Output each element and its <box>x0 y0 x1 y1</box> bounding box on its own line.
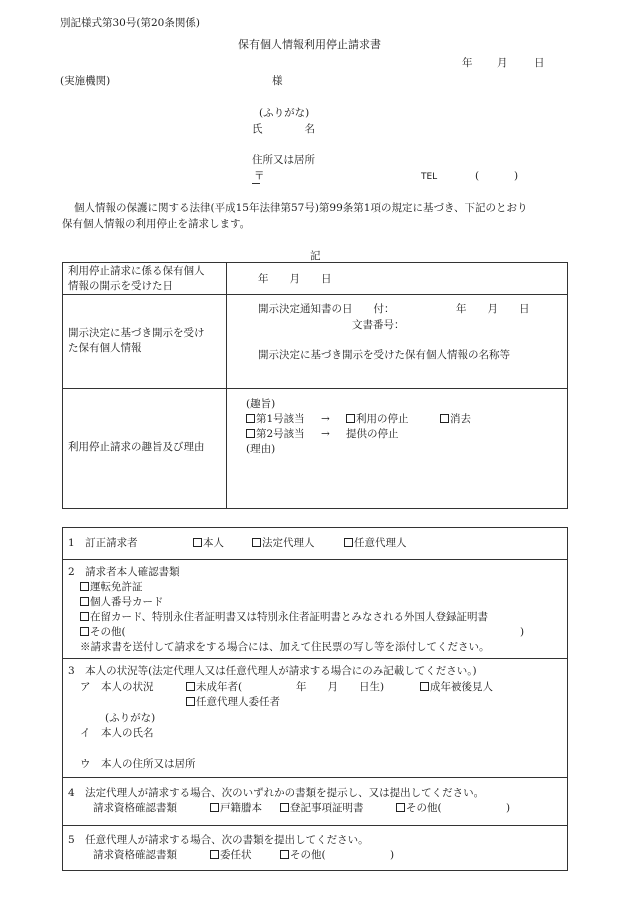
tel-open-paren: ( <box>475 170 480 182</box>
checkbox-square-icon[interactable] <box>346 414 355 423</box>
furigana-label: (ふりがな) <box>259 107 310 119</box>
checkbox-residence-card[interactable] <box>80 610 488 624</box>
checkbox-koseki[interactable] <box>210 801 262 815</box>
row2-label-line2: た保有個人情報 <box>68 342 142 354</box>
checkbox-square-icon[interactable] <box>246 414 255 423</box>
checkbox-square-icon[interactable] <box>246 429 255 438</box>
name-label: 氏 名 <box>252 123 315 135</box>
intro-line-2: 保有個人情報の利用停止を請求します。 <box>62 218 251 230</box>
checkbox-voluntary-agent[interactable] <box>344 536 407 550</box>
self-label: 本人 <box>203 537 224 549</box>
stop-provide-label: 提供の停止 <box>346 428 399 440</box>
row3-label: 利用停止請求の趣旨及び理由 <box>68 441 205 453</box>
principal-address-label: ウ 本人の住所又は居所 <box>80 758 196 770</box>
other-doc-label: その他( <box>90 626 126 638</box>
checkbox-square-icon[interactable] <box>252 538 261 547</box>
page-title: 保有個人情報利用停止請求書 <box>238 38 381 51</box>
checkbox-other-doc[interactable] <box>80 625 126 639</box>
checkbox-mynumber[interactable] <box>80 595 164 609</box>
minor-birthdate-label: 年 月 日生) <box>296 681 385 693</box>
address-label: 住所又は居所 <box>252 154 315 166</box>
checkbox-square-icon[interactable] <box>80 597 89 606</box>
checkbox-square-icon[interactable] <box>186 682 195 691</box>
checkbox-square-icon[interactable] <box>80 627 89 636</box>
legal-agent-label: 法定代理人 <box>262 537 315 549</box>
date-day-label: 日 <box>534 57 545 69</box>
koseki-label: 戸籍謄本 <box>220 802 262 814</box>
section3-title: 3 本人の状況等(法定代理人又は任意代理人が請求する場合にのみ記載してください。) <box>68 665 477 677</box>
arrow-icon: → <box>321 413 330 425</box>
notice-date-field[interactable]: 年 月 日 <box>456 303 530 315</box>
checkbox-square-icon[interactable] <box>420 682 429 691</box>
checkbox-square-icon[interactable] <box>280 803 289 812</box>
section1-title: 1 訂正請求者 <box>68 537 138 549</box>
checkbox-square-icon[interactable] <box>210 803 219 812</box>
s5-other-label: その他( <box>290 849 326 861</box>
intro-line-1: 個人情報の保護に関する法律(平成15年法律第57号)第99条第1項の規定に基づき、下記のとおり <box>74 202 528 214</box>
s4-other-label: その他( <box>406 802 442 814</box>
checkbox-square-icon[interactable] <box>186 697 195 706</box>
checkbox-erase[interactable] <box>440 412 471 426</box>
info-name-label: 開示決定に基づき開示を受けた保有個人情報の名称等 <box>258 349 510 361</box>
date-month-label: 月 <box>497 57 508 69</box>
checkbox-self[interactable] <box>193 536 224 550</box>
checkbox-square-icon[interactable] <box>193 538 202 547</box>
checkbox-square-icon[interactable] <box>344 538 353 547</box>
registry-label: 登記事項証明書 <box>290 802 364 814</box>
principal-furigana-label: (ふりがな) <box>105 712 156 724</box>
stop-use-label: 利用の停止 <box>356 413 409 425</box>
section5-title: 5 任意代理人が請求する場合、次の書類を提出してください。 <box>68 834 369 846</box>
s4-other-close: ) <box>506 802 511 814</box>
license-label: 運転免許証 <box>90 581 143 593</box>
checkbox-adult-ward[interactable] <box>420 680 493 694</box>
row1-label-line1: 利用停止請求に係る保有個人 <box>68 265 205 277</box>
section4-title: 4 法定代理人が請求する場合、次のいずれかの書類を提示し、又は提出してください。 <box>68 787 485 799</box>
status-a-label: ア 本人の状況 <box>80 681 154 693</box>
adult-ward-label: 成年被後見人 <box>430 681 493 693</box>
section2-title: 2 請求者本人確認書類 <box>68 566 180 578</box>
checkbox-minor[interactable] <box>186 680 242 694</box>
checkbox-square-icon[interactable] <box>440 414 449 423</box>
tel-label: TEL <box>421 172 438 182</box>
other-doc-close: ) <box>520 626 525 638</box>
checkbox-square-icon[interactable] <box>280 850 289 859</box>
principal-name-label: イ 本人の氏名 <box>80 727 154 739</box>
request-detail-table <box>62 262 568 509</box>
reason-header: (理由) <box>246 443 276 455</box>
row2-label-line1: 開示決定に基づき開示を受け <box>68 327 205 339</box>
delegator-label: 任意代理人委任者 <box>196 696 280 708</box>
row1-label-line2: 情報の開示を受けた日 <box>68 280 173 292</box>
erase-label: 消去 <box>450 413 471 425</box>
purpose-item2-label: 第2号該当 <box>256 428 305 440</box>
arrow-icon: → <box>321 428 330 440</box>
s4-docs-label: 請求資格確認書類 <box>93 802 177 814</box>
form-number: 別記様式第30号(第20条関係) <box>60 17 200 29</box>
section2-note: ※請求書を送付して請求をする場合には、加えて住民票の写し等を添付してください。 <box>80 641 490 653</box>
agency-label: (実施機関) <box>60 75 111 87</box>
ki-heading: 記 <box>310 250 321 262</box>
checkbox-square-icon[interactable] <box>210 850 219 859</box>
checkbox-poa[interactable] <box>210 848 252 862</box>
checkbox-license[interactable] <box>80 580 143 594</box>
checkbox-s4-other[interactable] <box>396 801 442 815</box>
checkbox-square-icon[interactable] <box>396 803 405 812</box>
checkbox-registry[interactable] <box>280 801 364 815</box>
purpose-item1-label: 第1号該当 <box>256 413 305 425</box>
checkbox-delegator[interactable] <box>186 695 280 709</box>
checkbox-s5-other[interactable] <box>280 848 326 862</box>
checkbox-square-icon[interactable] <box>80 612 89 621</box>
s5-docs-label: 請求資格確認書類 <box>93 849 177 861</box>
voluntary-agent-label: 任意代理人 <box>354 537 407 549</box>
s5-other-close: ) <box>390 849 395 861</box>
agency-honorific: 様 <box>272 75 283 87</box>
mynumber-label: 個人番号カード <box>90 596 164 608</box>
residence-card-label: 在留カード、特別永住者証明書又は特別永住者証明書とみなされる外国人登録証明書 <box>90 611 489 623</box>
doc-number-label: 文書番号： <box>352 319 405 331</box>
checkbox-stop-use[interactable] <box>346 412 409 426</box>
purpose-header: (趣旨) <box>246 398 276 410</box>
checkbox-square-icon[interactable] <box>80 582 89 591</box>
poa-label: 委任状 <box>220 849 252 861</box>
checkbox-item1[interactable] <box>246 412 305 426</box>
postal-mark: 〒 <box>254 170 265 182</box>
disclosure-date-field[interactable]: 年 月 日 <box>258 273 332 285</box>
minor-label: 未成年者( <box>196 681 243 693</box>
checkbox-legal-agent[interactable] <box>252 536 315 550</box>
date-year-label: 年 <box>462 57 473 69</box>
tel-close-paren: ) <box>514 170 519 182</box>
notice-date-label: 開示決定通知書の日 付： <box>258 303 395 315</box>
checkbox-item2[interactable] <box>246 427 305 441</box>
